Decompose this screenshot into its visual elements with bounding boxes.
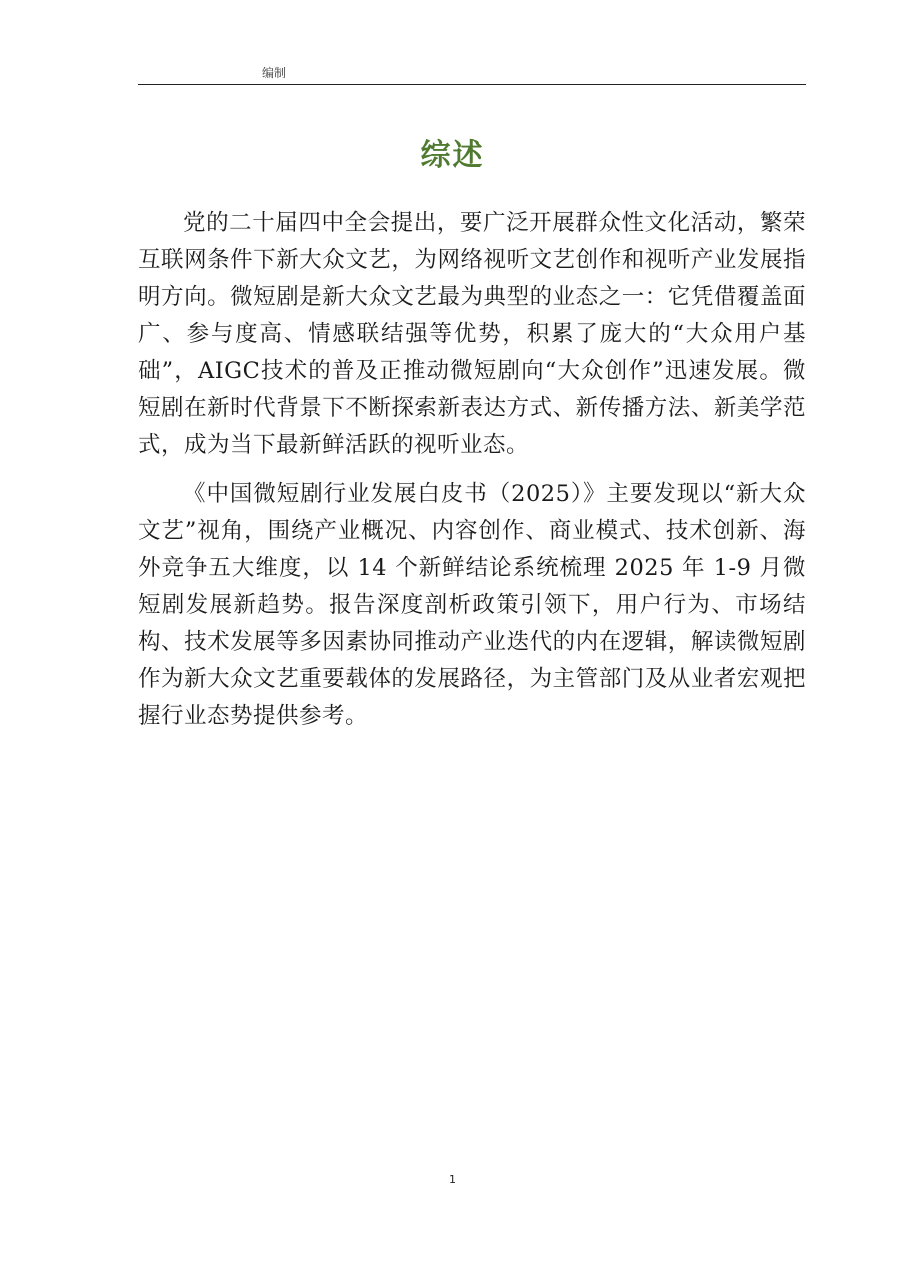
header-divider <box>138 84 806 85</box>
page-number: 1 <box>449 1173 456 1186</box>
body-text <box>138 205 806 747</box>
header-label: 编制 <box>262 66 287 80</box>
paragraph-2: 《中国微短剧行业发展白皮书（2025）》主要发现以“新大众文艺”视角，围绕产业概况、内容创作、商业模式、技术创新、海外竞争五大维度，以 14 个新鲜结论系统梳理 2025 年 1-9 月微短剧发展新趋势。报告深度剖析政策引领下，用户行为、市场结构、技术发展等多因素协同推动产业迭代的内在逻辑，解读微短剧作为新大众文艺重要载体的发展路径，为主管部门及从业者宏观把握行业态势提供参考。 <box>138 481 806 729</box>
page-title: 综述 <box>420 138 485 174</box>
paragraph-1: 党的二十届四中全会提出，要广泛开展群众性文化活动，繁荣互联网条件下新大众文艺，为网络视听文艺创作和视听产业发展指明方向。微短剧是新大众文艺最为典型的业态之一：它凭借覆盖面广、参与度高、情感联结强等优势，积累了庞大的“大众用户基础”，AIGC技术的普及正推动微短剧向“大众创作”迅速发展。微短剧在新时代背景下不断探索新表达方式、新传播方法、新美学范式，成为当下最新鲜活跃的视听业态。 <box>138 210 806 458</box>
